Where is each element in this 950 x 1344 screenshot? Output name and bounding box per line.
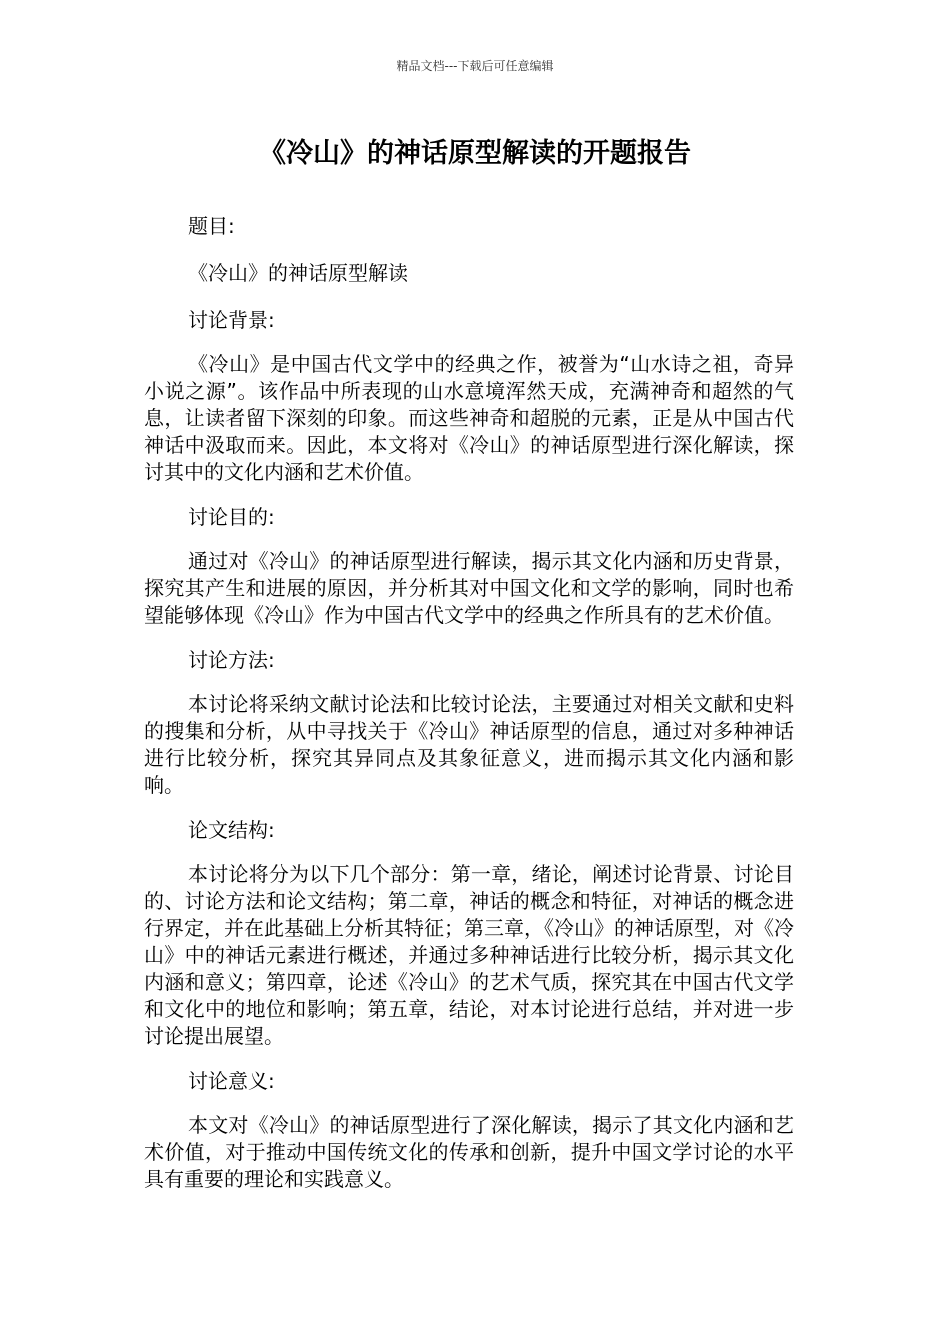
section-label-purpose: 讨论目的: [188,505,275,529]
section-label-background: 讨论背景: [188,308,275,332]
paragraph-significance: 本文对《冷山》的神话原型进行了深化解读，揭示了其文化内涵和艺术价值，对于推动中国传统文化的传承和创新，提升中国文学讨论的水平具有重要的理论和实践意义。 [144,1113,794,1191]
paragraph-purpose: 通过对《冷山》的神话原型进行解读，揭示其文化内涵和历史背景，探究其产生和进展的原因，并分析其对中国文化和文学的影响，同时也希望能够体现《冷山》作为中国古代文学中的经典之作所具有的艺术价值。 [144,549,794,627]
section-label-significance: 讨论意义: [188,1069,275,1093]
page-header-note: 精品文档---下载后可任意编辑 [396,59,554,73]
section-label-structure: 论文结构: [188,818,275,842]
paragraph-background: 《冷山》是中国古代文学中的经典之作，被誉为“山水诗之祖，奇异小说之源”。该作品中所表现的山水意境浑然天成，充满神奇和超然的气息，让读者留下深刻的印象。而这些神奇和超脱的元素，正是从中国古代神话中汲取而来。因此，本文将对《冷山》的神话原型进行深化解读，探讨其中的文化内涵和艺术价值。 [144,352,794,484]
document-body [144,210,794,1208]
section-label-topic: 题目: [188,214,235,238]
topic-value: 《冷山》的神话原型解读 [188,261,408,285]
paragraph-structure: 本讨论将分为以下几个部分：第一章，绪论，阐述讨论背景、讨论目的、讨论方法和论文结构；第二章，神话的概念和特征，对神话的概念进行界定，并在此基础上分析其特征；第三章，《冷山》的神话原型，对《冷山》中的神话元素进行概述，并通过多种神话进行比较分析，揭示其文化内涵和意义；第四章，论述《冷山》的艺术气质，探究其在中国古代文学和文化中的地位和影响；第五章，结论，对本讨论进行总结，并对进一步讨论提出展望。 [144,862,794,1048]
document-title: 《冷山》的神话原型解读的开题报告 [259,138,691,169]
paragraph-method: 本讨论将采纳文献讨论法和比较讨论法，主要通过对相关文献和史料的搜集和分析，从中寻找关于《冷山》神话原型的信息，通过对多种神话进行比较分析，探究其异同点及其象征意义，进而揭示其文化内涵和影响。 [144,692,794,797]
section-label-method: 讨论方法: [188,648,275,672]
